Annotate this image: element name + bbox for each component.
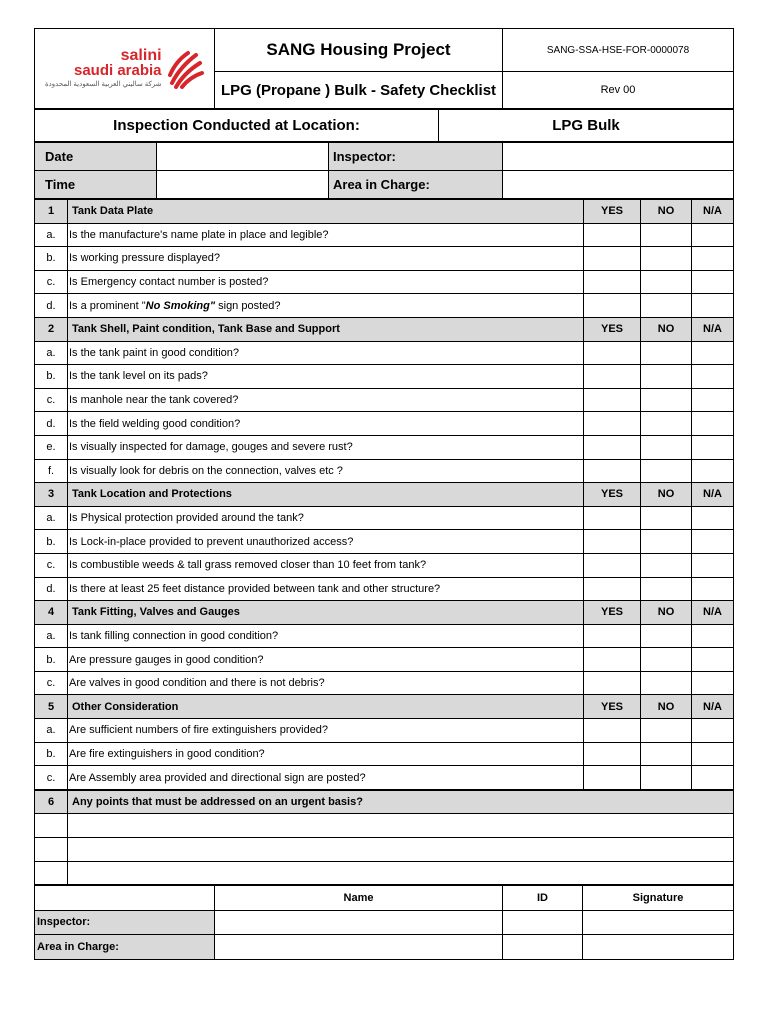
no-checkbox-cell[interactable]	[641, 530, 692, 554]
no-checkbox-cell[interactable]	[641, 506, 692, 530]
signature-header: Signature	[583, 886, 734, 911]
question-cell	[68, 388, 584, 412]
yes-header: YES	[584, 200, 641, 224]
section-number: 3	[35, 483, 68, 507]
area-in-charge-label: Area in Charge:	[329, 171, 503, 199]
logo-mark-icon	[166, 49, 204, 89]
no-header: NO	[641, 200, 692, 224]
question-cell	[68, 624, 584, 648]
no-checkbox-cell[interactable]	[641, 435, 692, 459]
urgent-table	[34, 790, 734, 885]
yes-header: YES	[584, 483, 641, 507]
checklist-item-row	[35, 412, 734, 436]
yes-checkbox-cell[interactable]	[584, 671, 641, 695]
checklist-item-row	[35, 365, 734, 389]
na-header: N/A	[692, 200, 734, 224]
question-cell	[68, 459, 584, 483]
question-text: Is combustible weeds & tall grass removed closer than 10 feet from tank?	[69, 559, 427, 572]
section-title: Tank Location and Protections	[68, 483, 584, 507]
yes-checkbox-cell[interactable]	[584, 412, 641, 436]
checklist-item-row	[35, 435, 734, 459]
company-logo	[35, 29, 215, 109]
yes-checkbox-cell[interactable]	[584, 223, 641, 247]
question-text: Is the tank level on its pads?	[69, 370, 208, 383]
question-text: Is the tank paint in good condition?	[69, 346, 240, 359]
no-checkbox-cell[interactable]	[641, 577, 692, 601]
na-checkbox-cell[interactable]	[692, 412, 734, 436]
item-letter: a.	[35, 719, 68, 743]
question-text: Is visually look for debris on the connection, valves etc ?	[69, 464, 343, 477]
item-letter: c.	[35, 388, 68, 412]
section-header-row	[35, 601, 734, 625]
na-checkbox-cell[interactable]	[692, 223, 734, 247]
item-letter: a.	[35, 506, 68, 530]
no-checkbox-cell[interactable]	[641, 553, 692, 577]
na-checkbox-cell[interactable]	[692, 365, 734, 389]
inspector-id-field[interactable]	[503, 910, 583, 935]
na-checkbox-cell[interactable]	[692, 648, 734, 672]
question-text: Are Assembly area provided and directional sign are posted?	[69, 771, 366, 784]
project-title: SANG Housing Project	[215, 29, 503, 72]
no-checkbox-cell[interactable]	[641, 294, 692, 318]
item-letter: f.	[35, 459, 68, 483]
question-text: Are valves in good condition and there is not debris?	[69, 677, 325, 690]
checklist-item-row	[35, 341, 734, 365]
no-checkbox-cell[interactable]	[641, 742, 692, 766]
checklist-item-row	[35, 459, 734, 483]
yes-checkbox-cell[interactable]	[584, 553, 641, 577]
info-table	[34, 142, 734, 199]
yes-header: YES	[584, 695, 641, 719]
item-letter: c.	[35, 270, 68, 294]
question-text: Are sufficient numbers of fire extinguishers provided?	[69, 724, 329, 737]
question-cell	[68, 671, 584, 695]
na-checkbox-cell[interactable]	[692, 247, 734, 271]
signoff-area-label: Area in Charge:	[35, 935, 215, 960]
no-header: NO	[641, 601, 692, 625]
urgent-number: 6	[35, 790, 68, 814]
no-checkbox-cell[interactable]	[641, 247, 692, 271]
logo-arabic: شركة ساليني العربية السعودية المحدودة	[45, 80, 162, 88]
section-number: 2	[35, 317, 68, 341]
area-signature-field[interactable]	[583, 935, 734, 960]
checklist-table	[34, 199, 734, 790]
na-checkbox-cell[interactable]	[692, 719, 734, 743]
yes-header: YES	[584, 317, 641, 341]
question-text-emphasis: No Smoking"	[145, 299, 216, 312]
yes-checkbox-cell[interactable]	[584, 766, 641, 790]
question-text-post: sign posted?	[215, 299, 281, 312]
checklist-item-row	[35, 247, 734, 271]
na-checkbox-cell[interactable]	[692, 553, 734, 577]
section-header-row	[35, 483, 734, 507]
section-title: Tank Shell, Paint condition, Tank Base and Support	[68, 317, 584, 341]
no-checkbox-cell[interactable]	[641, 719, 692, 743]
yes-checkbox-cell[interactable]	[584, 719, 641, 743]
question-cell	[68, 742, 584, 766]
na-header: N/A	[692, 483, 734, 507]
name-header: Name	[215, 886, 503, 911]
item-letter: b.	[35, 247, 68, 271]
question-text: Is Emergency contact number is posted?	[69, 276, 269, 289]
no-header: NO	[641, 695, 692, 719]
time-label: Time	[35, 171, 157, 199]
question-text: Is Lock-in-place provided to prevent unauthorized access?	[69, 535, 354, 548]
question-cell	[68, 341, 584, 365]
na-checkbox-cell[interactable]	[692, 766, 734, 790]
yes-header: YES	[584, 601, 641, 625]
na-checkbox-cell[interactable]	[692, 577, 734, 601]
question-text: Is there at least 25 feet distance provided between tank and other structure?	[69, 582, 441, 595]
na-checkbox-cell[interactable]	[692, 506, 734, 530]
no-checkbox-cell[interactable]	[641, 648, 692, 672]
checklist-item-row	[35, 719, 734, 743]
question-text: Is the manufacture's name plate in place and legible?	[69, 228, 329, 241]
location-label: Inspection Conducted at Location:	[35, 110, 439, 142]
yes-checkbox-cell[interactable]	[584, 270, 641, 294]
inspector-signature-field[interactable]	[583, 910, 734, 935]
inspector-field[interactable]	[503, 143, 734, 171]
item-letter: c.	[35, 671, 68, 695]
yes-checkbox-cell[interactable]	[584, 648, 641, 672]
section-title: Other Consideration	[68, 695, 584, 719]
logo-line2: saudi arabia	[73, 61, 162, 79]
item-letter: c.	[35, 553, 68, 577]
na-checkbox-cell[interactable]	[692, 671, 734, 695]
no-checkbox-cell[interactable]	[641, 412, 692, 436]
na-header: N/A	[692, 695, 734, 719]
inspector-name-field[interactable]	[215, 910, 503, 935]
yes-checkbox-cell[interactable]	[584, 506, 641, 530]
item-letter: b.	[35, 530, 68, 554]
question-text: Is working pressure displayed?	[69, 252, 221, 265]
question-cell	[68, 648, 584, 672]
yes-checkbox-cell[interactable]	[584, 530, 641, 554]
question-text: Are pressure gauges in good condition?	[69, 653, 264, 666]
no-checkbox-cell[interactable]	[641, 459, 692, 483]
item-letter: b.	[35, 648, 68, 672]
checklist-item-row	[35, 624, 734, 648]
na-checkbox-cell[interactable]	[692, 435, 734, 459]
question-cell	[68, 365, 584, 389]
item-letter: b.	[35, 365, 68, 389]
question-cell	[68, 506, 584, 530]
na-checkbox-cell[interactable]	[692, 341, 734, 365]
yes-checkbox-cell[interactable]	[584, 341, 641, 365]
no-checkbox-cell[interactable]	[641, 766, 692, 790]
checklist-item-row	[35, 388, 734, 412]
question-text: Is visually inspected for damage, gouges and severe rust?	[69, 441, 353, 454]
section-number: 4	[35, 601, 68, 625]
section-title: Tank Data Plate	[68, 200, 584, 224]
signoff-table	[34, 885, 734, 960]
area-in-charge-field[interactable]	[503, 171, 734, 199]
na-header: N/A	[692, 601, 734, 625]
question-text: Is tank filling connection in good condition?	[69, 629, 279, 642]
item-letter: e.	[35, 435, 68, 459]
area-name-field[interactable]	[215, 935, 503, 960]
question-text: Is Physical protection provided around the tank?	[69, 512, 304, 525]
checklist-item-row	[35, 577, 734, 601]
urgent-note-field[interactable]	[68, 861, 734, 885]
checklist-item-row	[35, 671, 734, 695]
question-cell	[68, 553, 584, 577]
yes-checkbox-cell[interactable]	[584, 435, 641, 459]
yes-checkbox-cell[interactable]	[584, 459, 641, 483]
question-cell	[68, 435, 584, 459]
signoff-corner	[35, 886, 215, 911]
urgent-row-number	[35, 861, 68, 885]
item-letter: a.	[35, 624, 68, 648]
no-checkbox-cell[interactable]	[641, 624, 692, 648]
signoff-inspector-label: Inspector:	[35, 910, 215, 935]
checklist-item-row	[35, 530, 734, 554]
item-letter: d.	[35, 294, 68, 318]
section-title: Tank Fitting, Valves and Gauges	[68, 601, 584, 625]
section-number: 5	[35, 695, 68, 719]
na-checkbox-cell[interactable]	[692, 530, 734, 554]
item-letter: b.	[35, 742, 68, 766]
urgent-note-field[interactable]	[68, 838, 734, 862]
no-header: NO	[641, 483, 692, 507]
na-checkbox-cell[interactable]	[692, 294, 734, 318]
urgent-note-field[interactable]	[68, 814, 734, 838]
yes-checkbox-cell[interactable]	[584, 388, 641, 412]
section-header-row	[35, 695, 734, 719]
question-text-pre: Is a prominent "	[69, 299, 146, 312]
date-label: Date	[35, 143, 157, 171]
question-cell	[68, 719, 584, 743]
question-text: Is the field welding good condition?	[69, 417, 241, 430]
id-header: ID	[503, 886, 583, 911]
na-checkbox-cell[interactable]	[692, 742, 734, 766]
location-value: LPG Bulk	[439, 110, 734, 142]
header-table	[34, 28, 734, 109]
section-header-row	[35, 317, 734, 341]
item-letter: d.	[35, 412, 68, 436]
section-number: 1	[35, 200, 68, 224]
checklist-item-row	[35, 766, 734, 790]
time-field[interactable]	[157, 171, 329, 199]
no-checkbox-cell[interactable]	[641, 270, 692, 294]
item-letter: a.	[35, 341, 68, 365]
document-title: LPG (Propane ) Bulk - Safety Checklist	[215, 72, 503, 109]
question-text: Is manhole near the tank covered?	[69, 394, 239, 407]
yes-checkbox-cell[interactable]	[584, 294, 641, 318]
question-cell	[68, 247, 584, 271]
na-checkbox-cell[interactable]	[692, 459, 734, 483]
urgent-title: Any points that must be addressed on an urgent basis?	[68, 790, 734, 814]
section-header-row	[35, 200, 734, 224]
checklist-item-row	[35, 270, 734, 294]
item-letter: a.	[35, 223, 68, 247]
inspector-label: Inspector:	[329, 143, 503, 171]
yes-checkbox-cell[interactable]	[584, 624, 641, 648]
checklist-item-row	[35, 506, 734, 530]
question-cell	[68, 412, 584, 436]
no-checkbox-cell[interactable]	[641, 223, 692, 247]
question-cell	[68, 223, 584, 247]
question-cell	[68, 577, 584, 601]
yes-checkbox-cell[interactable]	[584, 577, 641, 601]
question-cell	[68, 766, 584, 790]
na-checkbox-cell[interactable]	[692, 388, 734, 412]
na-header: N/A	[692, 317, 734, 341]
date-field[interactable]	[157, 143, 329, 171]
location-table	[34, 109, 734, 142]
logo-line1: salini	[120, 46, 162, 64]
item-letter: d.	[35, 577, 68, 601]
question-cell	[68, 270, 584, 294]
no-checkbox-cell[interactable]	[641, 365, 692, 389]
urgent-row-number	[35, 838, 68, 862]
yes-checkbox-cell[interactable]	[584, 742, 641, 766]
question-cell	[68, 294, 584, 318]
checklist-sheet	[34, 28, 733, 960]
revision: Rev 00	[503, 72, 734, 109]
na-checkbox-cell[interactable]	[692, 624, 734, 648]
checklist-item-row	[35, 648, 734, 672]
yes-checkbox-cell[interactable]	[584, 247, 641, 271]
question-cell	[68, 530, 584, 554]
checklist-item-row	[35, 742, 734, 766]
checklist-item-row	[35, 553, 734, 577]
no-checkbox-cell[interactable]	[641, 388, 692, 412]
urgent-row-number	[35, 814, 68, 838]
yes-checkbox-cell[interactable]	[584, 365, 641, 389]
item-letter: c.	[35, 766, 68, 790]
checklist-item-row	[35, 294, 734, 318]
no-header: NO	[641, 317, 692, 341]
na-checkbox-cell[interactable]	[692, 270, 734, 294]
document-code: SANG-SSA-HSE-FOR-0000078	[503, 29, 734, 72]
question-text: Are fire extinguishers in good condition?	[69, 747, 265, 760]
checklist-item-row	[35, 223, 734, 247]
area-id-field[interactable]	[503, 935, 583, 960]
no-checkbox-cell[interactable]	[641, 671, 692, 695]
no-checkbox-cell[interactable]	[641, 341, 692, 365]
